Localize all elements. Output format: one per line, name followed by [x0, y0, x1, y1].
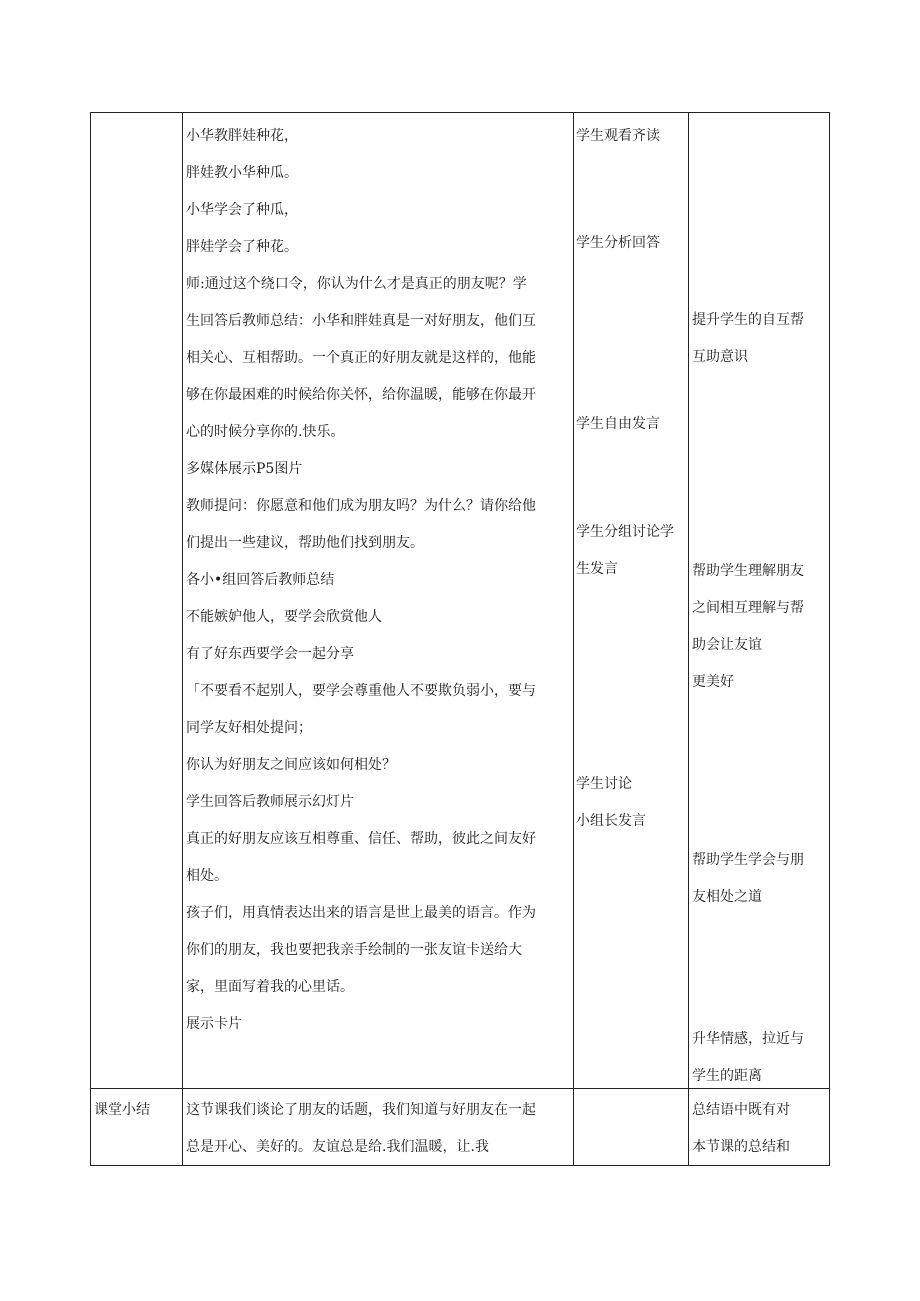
design-intent-1: 提升学生的自互帮 互助意识 — [692, 312, 804, 365]
body-line: 够在你最困难的时候给你关怀，给你温暖，能够在你最开 — [186, 387, 536, 403]
table-left-border — [90, 112, 91, 1166]
body-line: 同学友好相处提问； — [186, 720, 312, 736]
body-line: 有了好东西要学会一起分享 — [186, 646, 354, 662]
body-line: 家，里面写着我的心里话。 — [186, 979, 354, 995]
body-line: 多媒体展示P5图片 — [186, 461, 303, 477]
body-line: 相处。 — [186, 868, 228, 884]
body-line: 生回答后教师总结：小华和胖娃真是一对好朋友，他们互 — [186, 313, 536, 329]
body-line: 你认为好朋友之间应该如何相处？ — [186, 757, 396, 773]
student-activity-1: 学生观看齐读 — [576, 128, 660, 144]
body-line: 展示卡片 — [186, 1016, 242, 1032]
column-divider-1 — [182, 112, 183, 1166]
design-intent-2: 帮助学生理解朋友 之间相互理解与帮 助会让友谊 更美好 — [692, 563, 804, 690]
body-line: 师:通过这个绕口令，你认为什么才是真正的朋友呢？学 — [186, 276, 527, 292]
body-line: 小华学会了种瓜， — [186, 202, 298, 218]
body-line: 相关心、互相帮助。一个真正的好朋友就是这样的，他能 — [186, 350, 536, 366]
summary-intent: 总结语中既有对 本节课的总结和 — [692, 1102, 790, 1155]
summary-content: 这节课我们谈论了朋友的话题，我们知道与好朋友在一起 总是开心、美好的。友谊总是给.我们温暖，让.我 — [186, 1102, 536, 1155]
student-activity-3: 学生自由发言 — [576, 416, 660, 432]
body-line: 学生回答后教师展示幻灯片 — [186, 794, 354, 810]
student-activity-5: 学生讨论 小组长发言 — [576, 776, 646, 829]
lesson-body-cell — [186, 118, 536, 1043]
table-right-border — [829, 112, 830, 1166]
body-line: 孩子们，用真情表达出来的语言是世上最美的语言。作为 — [186, 905, 536, 921]
column-divider-2 — [573, 112, 574, 1166]
body-line: 各小•组回答后教师总结 — [186, 572, 335, 588]
summary-label: 课堂小结 — [94, 1102, 150, 1118]
body-line: 小华教胖娃种花， — [186, 128, 298, 144]
body-line: 教师提问：你愿意和他们成为朋友吗？为什么？请你给他 — [186, 498, 536, 514]
body-line: 不能嫉妒他人，要学会欣赏他人 — [186, 609, 382, 625]
table-top-border — [90, 112, 830, 113]
body-line: 心的时候分享你的.快乐。 — [186, 424, 345, 440]
student-activity-2: 学生分析回答 — [576, 235, 660, 251]
design-intent-3: 帮助学生学会与朋 友相处之道 — [692, 852, 804, 905]
body-line: 们提出一些建议，帮助他们找到朋友。 — [186, 535, 424, 551]
design-intent-4: 升华情感，拉近与 学生的距离 — [692, 1031, 804, 1084]
body-line: 真正的好朋友应该互相尊重、信任、帮助，彼此之间友好 — [186, 831, 536, 847]
column-divider-3 — [688, 112, 689, 1166]
body-line: 胖娃教小华种瓜。 — [186, 165, 298, 181]
body-line: 胖娃学会了种花。 — [186, 239, 298, 255]
body-line: 你们的朋友，我也要把我亲手绘制的一张友谊卡送给大 — [186, 942, 522, 958]
body-line: 「不要看不起别人，要学会尊重他人不要欺负弱小，要与 — [186, 683, 536, 699]
student-activity-4: 学生分组讨论学 生发言 — [576, 524, 674, 577]
